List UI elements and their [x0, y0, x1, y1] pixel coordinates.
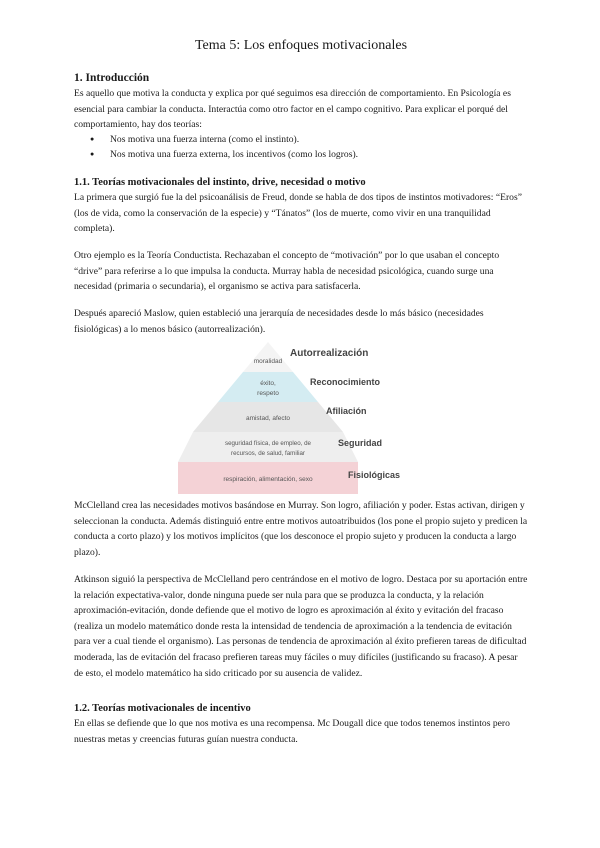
pyramid-inner-text: recursos, de salud, familiar — [231, 450, 305, 457]
document-title: Tema 5: Los enfoques motivacionales — [194, 38, 408, 53]
freud-paragraph: La primera que surgió fue la del psicoanálisis de Freud, donde se habla de dos tipos de instintos motivadores: “Eros” (los de vida, como la conservación de la especie) y “Tánatos” (los de muerte, como vivir en una tranquilidad completa). — [74, 192, 522, 235]
pyramid-inner-text: éxito, — [260, 380, 276, 387]
section-heading-instinto: 1.1. Teorías motivacionales del instinto, drive, necesidad o motivo — [74, 177, 366, 188]
section-heading-introduccion: 1. Introducción — [74, 72, 150, 84]
pyramid-inner-text: respeto — [257, 390, 279, 397]
mcclelland-paragraph: McClelland crea las necesidades motivos basándose en Murray. Son logro, afiliación y poder. Estas activan, dirigen y seleccionan la conducta. Además distinguió entre entre motivos autoatribuidos (los pone el propio sujeto y predicen la conducta a corto plazo) y los motivos implícitos (que los desconoce el propio sujeto y producen la conducta a largo plazo). — [74, 500, 528, 558]
pyramid-label-afiliacion: Afiliación — [326, 406, 367, 416]
pyramid-inner-text: respiración, alimentación, sexo — [223, 476, 313, 483]
pyramid-label-autorrealizacion: Autorrealización — [290, 348, 369, 359]
theories-list — [90, 132, 358, 162]
list-item: ● Nos motiva una fuerza interna (como el instinto). — [90, 132, 358, 147]
incentivo-paragraph: En ellas se defiende que lo que nos motiva es una recompensa. Mc Dougall dice que todos tenemos instintos pero nuestras metas y creencias futuras guían nuestra conducta. — [74, 718, 510, 745]
pyramid-level-seguridad — [178, 432, 358, 462]
pyramid-label-reconocimiento: Reconocimiento — [310, 377, 381, 387]
pyramid-inner-text: seguridad física, de empleo, de — [225, 440, 311, 447]
pyramid-level-reconocimiento — [218, 372, 318, 402]
pyramid-level-autorrealizacion — [243, 342, 293, 372]
list-item: ● Nos motiva una fuerza externa, los incentivos (como los logros). — [90, 147, 358, 162]
section-heading-incentivo: 1.2. Teorías motivacionales de incentivo — [74, 703, 251, 714]
conductista-paragraph: Otro ejemplo es la Teoría Conductista. Rechazaban el concepto de “motivación” por lo que usaban el concepto “drive” para referirse a lo que impulsa la conducta. Murray habla de necesidad psicológica, cuando surge una necesidad (primaria o secundaria), el organismo se activa para satisfacerla. — [74, 250, 500, 293]
maslow-paragraph: Después apareció Maslow, quien estableció una jerarquía de necesidades desde lo más básico (necesidades fisiológicas) a lo menos básico (autorrealización). — [74, 308, 484, 335]
pyramid-label-fisiologicas: Fisiológicas — [348, 470, 401, 480]
pyramid-label-seguridad: Seguridad — [338, 438, 383, 448]
pyramid-inner-text: amistad, afecto — [245, 415, 291, 422]
maslow-pyramid-diagram — [178, 342, 498, 494]
atkinson-paragraph: Atkinson siguió la perspectiva de McClelland pero centrándose en el motivo de logro. Destaca por su aportación entre la relación expectativa-valor, donde ninguna puede ser nula para que se produzca la conducta, y la relación aproximación-evitación, donde defiende que el motivo de logro es aproximación al éxito y evitación del fracaso (realiza un modelo matemático donde resta la intensidad de tendencia de aproximación a la tendencia de evitación para ver a cual tiende el organismo). Las personas de tendencia de aproximación al éxito prefieren tareas de dificultad moderada, las de evitación del fracaso prefieren tareas muy fáciles o muy difíciles (justificando su fracaso). A pesar de esto, el modelo matemático ha sido criticado por su ausencia de validez. — [74, 574, 528, 679]
pyramid-inner-text: moralidad — [253, 358, 283, 365]
intro-paragraph: Es aquello que motiva la conducta y explica por qué seguimos esa dirección de comportamiento. En Psicología es esencial para cambiar la conducta. Interactúa como otro factor en el campo cognitivo. Para explicar el porqué del comportamiento, hay dos teorías: — [74, 88, 511, 131]
